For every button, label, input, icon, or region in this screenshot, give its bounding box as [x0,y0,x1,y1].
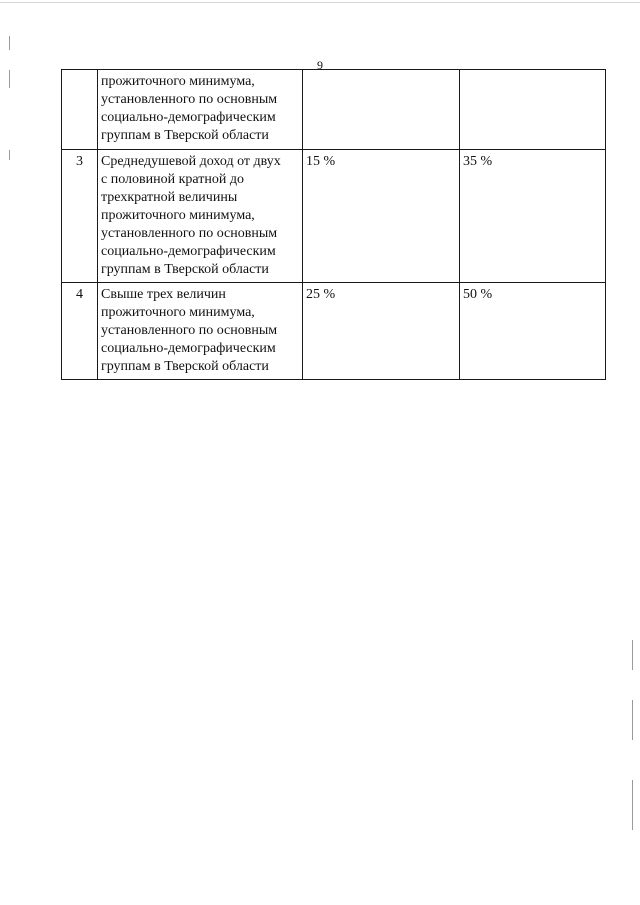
row-value-a: 25 % [303,283,460,380]
table-row [62,70,606,150]
row-description [98,283,303,380]
scan-artifact [9,36,10,50]
row-description [98,150,303,283]
row-number: 4 [62,283,98,380]
row-description-text: Среднедушевой доход от двух с половиной кратной до трехкратной величины прожиточного минимума, установленного по основным социально-демографическим группам в Тверской области [101,154,281,277]
row-description-text: прожиточного минимума, установленного по основным социально-демографическим группам в Тверской области [101,74,278,143]
row-value-b: 35 % [460,150,606,283]
scan-artifact [9,70,10,88]
row-value-b [460,70,606,150]
benefit-table [61,69,606,380]
row-description-text: Свыше трех величин прожиточного минимума, установленного по основным социально-демографическим группам в Тверской области [101,287,278,374]
row-value-a: 15 % [303,150,460,283]
scan-artifact [632,640,633,670]
scan-artifact [0,2,640,3]
table-row [62,150,606,283]
row-number: 3 [62,150,98,283]
table-row [62,283,606,380]
row-number [62,70,98,150]
scan-artifact [632,780,633,830]
page-number: 9 [317,58,323,72]
row-value-b: 50 % [460,283,606,380]
scan-artifact [632,700,633,740]
scan-artifact [9,150,10,160]
row-description [98,70,303,150]
row-value-a [303,70,460,150]
